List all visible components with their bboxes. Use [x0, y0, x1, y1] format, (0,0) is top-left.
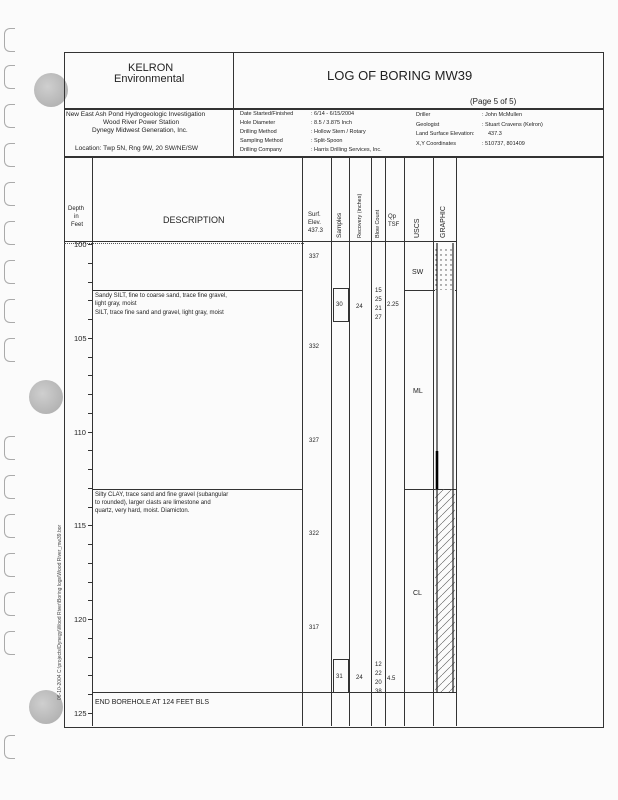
depth-tick [88, 563, 93, 564]
depth-header-line3: Feet [71, 222, 84, 228]
column-header-bottom [64, 241, 456, 242]
depth-tick [88, 657, 93, 658]
binder-ring-mark [4, 260, 15, 284]
sample-30-blow: 25 [375, 297, 382, 303]
depth-tick [88, 282, 93, 283]
depth-tick [88, 544, 93, 545]
qp-column-divider [404, 156, 405, 726]
samples-column-divider [349, 156, 350, 726]
depth-tick [88, 638, 93, 639]
blow-count-header: Blow Count [375, 209, 381, 238]
sample-30-blow: 27 [375, 315, 382, 321]
recovery-header: Recovery (inches) [357, 193, 363, 238]
company-subtitle: Environmental [114, 73, 185, 85]
uscs-ml: ML [413, 388, 423, 395]
uscs-header: USCS [414, 218, 421, 238]
company-name: KELRON [128, 62, 174, 74]
binder-hole-top [34, 73, 68, 107]
binder-ring-mark [4, 514, 15, 538]
stratum-boundary-sw-ml [92, 290, 303, 291]
sample-30-number: 30 [336, 302, 343, 308]
depth-tick [88, 338, 92, 339]
depth-label: 115 [74, 521, 86, 530]
depth-tick [88, 394, 93, 395]
depth-label: 110 [74, 428, 86, 437]
elevation-column-divider [331, 156, 332, 726]
description-sandy-silt-line1: Sandy SILT, fine to coarse sand, trace fine gravel, [95, 293, 227, 299]
sample-31-blow: 12 [375, 662, 382, 668]
qp-header-line2: TSF [388, 222, 400, 228]
blow-count-column-divider [385, 156, 386, 726]
depth-tick [88, 413, 93, 414]
binder-ring-mark [4, 143, 15, 167]
project-location: Location: Twp 5N, Rng 9W, 20 SW/NE/SW [75, 145, 199, 152]
date-label: Date Started/Finished [240, 111, 294, 117]
depth-tick [88, 375, 93, 376]
binder-ring-mark [4, 631, 15, 655]
samples-header: Samples [336, 212, 343, 238]
elevation-header-line1: Surf. [308, 212, 321, 218]
page-number: (Page 5 of 5) [470, 97, 517, 106]
sample-31-blow: 20 [375, 680, 382, 686]
depth-label: 100 [74, 240, 87, 249]
depth-tick [88, 694, 93, 695]
drilling-company-label: Drilling Company [240, 147, 282, 153]
coordinates-label: X,Y Coordinates [416, 141, 456, 147]
elevation-label: 317 [309, 625, 320, 631]
depth-tick [88, 507, 93, 508]
log-title: LOG OF BORING MW39 [327, 68, 473, 83]
project-site: Wood River Power Station [103, 119, 180, 126]
binder-ring-mark [4, 475, 15, 499]
depth-tick [88, 244, 92, 245]
binder-ring-mark [4, 299, 15, 323]
depth-tick [88, 300, 93, 301]
binder-ring-mark [4, 182, 15, 206]
geologist-label: Geologist [416, 122, 440, 128]
depth-tick [88, 469, 93, 470]
elevation-label: 332 [309, 344, 320, 350]
qp-header-line1: Qp [388, 214, 397, 220]
depth-tick [88, 600, 93, 601]
coordinates-value: : 510737, 801409 [482, 141, 525, 147]
sample-30-recovery: 24 [356, 304, 363, 310]
description-silty-clay-line3: quartz, very hard, moist. Diamicton. [95, 508, 190, 514]
sample-31-qp: 4.5 [387, 676, 396, 682]
binder-ring-mark [4, 28, 15, 52]
binder-ring-mark [4, 65, 15, 89]
description-header: DESCRIPTION [163, 215, 225, 225]
depth-tick [88, 263, 93, 264]
depth-tick [88, 357, 93, 358]
elevation-label: 327 [309, 438, 320, 444]
depth-100-line [64, 243, 304, 244]
depth-label: 120 [74, 615, 87, 624]
uscs-sw: SW [412, 269, 424, 276]
geologist-value: : Stuart Cravens (Kelron) [482, 122, 543, 128]
elevation-header-line3: 437.3 [308, 228, 324, 234]
depth-tick [88, 525, 92, 526]
hole-diameter-value: : 8.5 / 3.875 Inch [311, 120, 352, 126]
sampling-method-label: Sampling Method [240, 138, 283, 144]
elevation-label: 337 [309, 254, 320, 260]
sample-30-blow: 15 [375, 288, 382, 294]
sample-31-recovery: 24 [356, 675, 363, 681]
end-boring-line [92, 692, 456, 693]
drilling-method-value: : Hollow Stem / Rotary [311, 129, 366, 135]
driller-label: Driller [416, 112, 431, 118]
depth-tick [88, 450, 93, 451]
stratum-boundary-ml-cl [92, 489, 303, 490]
depth-tick [88, 713, 92, 714]
recovery-column-divider [371, 156, 372, 726]
description-silt: SILT, trace fine sand and gravel, light gray, moist [95, 310, 224, 316]
depth-header-line2: in [74, 214, 79, 220]
elevation-header-line2: Elev. [308, 220, 321, 226]
binder-ring-mark [4, 104, 15, 128]
depth-tick [88, 582, 93, 583]
project-client: Dynegy Midwest Generation, Inc. [92, 127, 188, 134]
sampling-method-value: : Split-Spoon [311, 138, 343, 144]
depth-column-divider [92, 156, 93, 726]
hole-diameter-label: Hole Diameter [240, 120, 276, 126]
binder-ring-mark [4, 735, 15, 759]
binder-ring-mark [4, 553, 15, 577]
description-sandy-silt-line2: light gray, moist [95, 301, 137, 307]
sample-30-blow: 21 [375, 306, 382, 312]
graphic-column-svg [434, 243, 456, 693]
graphic-cl-pattern [435, 489, 455, 692]
binder-ring-mark [4, 338, 15, 362]
sample-31-blow: 38 [375, 689, 382, 695]
sample-31-blow: 22 [375, 671, 382, 677]
graphic-column-divider [456, 156, 457, 726]
file-path-note: 06-10-2004 C:\projects\Dynegy\Wood River\Boring logs\Wood River_mw39.bor [57, 524, 63, 700]
depth-tick [88, 319, 93, 320]
drilling-company-value: : Harris Drilling Services, Inc. [311, 147, 382, 153]
sample-30-qp: 2.25 [387, 302, 399, 308]
graphic-sw-pattern [435, 247, 455, 290]
depth-tick [88, 432, 92, 433]
binder-ring-mark [4, 436, 15, 460]
end-borehole-note: END BOREHOLE AT 124 FEET BLS [95, 699, 209, 706]
drilling-method-label: Drilling Method [240, 129, 277, 135]
binder-ring-mark [4, 592, 15, 616]
graphic-header: GRAPHIC [440, 206, 447, 238]
binder-hole-middle [29, 380, 63, 414]
depth-label: 125 [74, 709, 87, 718]
elevation-label: 322 [309, 531, 320, 537]
land-surface-elevation-value: 437.3 [488, 131, 502, 137]
description-silty-clay-line2: to rounded), larger clasts are limestone and [95, 500, 211, 506]
depth-tick [88, 619, 92, 620]
binder-ring-mark [4, 221, 15, 245]
land-surface-elevation-label: Land Surface Elevation: [416, 131, 475, 137]
depth-label: 105 [74, 334, 87, 343]
description-column-divider [302, 156, 303, 726]
uscs-cl: CL [413, 590, 422, 597]
sample-31-number: 31 [336, 674, 343, 680]
depth-header-line1: Depth [68, 206, 85, 212]
project-name: New East Ash Pond Hydrogeologic Investigation [66, 111, 206, 118]
description-silty-clay-line1: Silty CLAY, trace sand and fine gravel (subangular [95, 492, 229, 498]
date-value: : 6/14 - 6/15/2004 [311, 111, 355, 117]
driller-value: : John McMullen [482, 112, 523, 118]
depth-tick [88, 675, 93, 676]
